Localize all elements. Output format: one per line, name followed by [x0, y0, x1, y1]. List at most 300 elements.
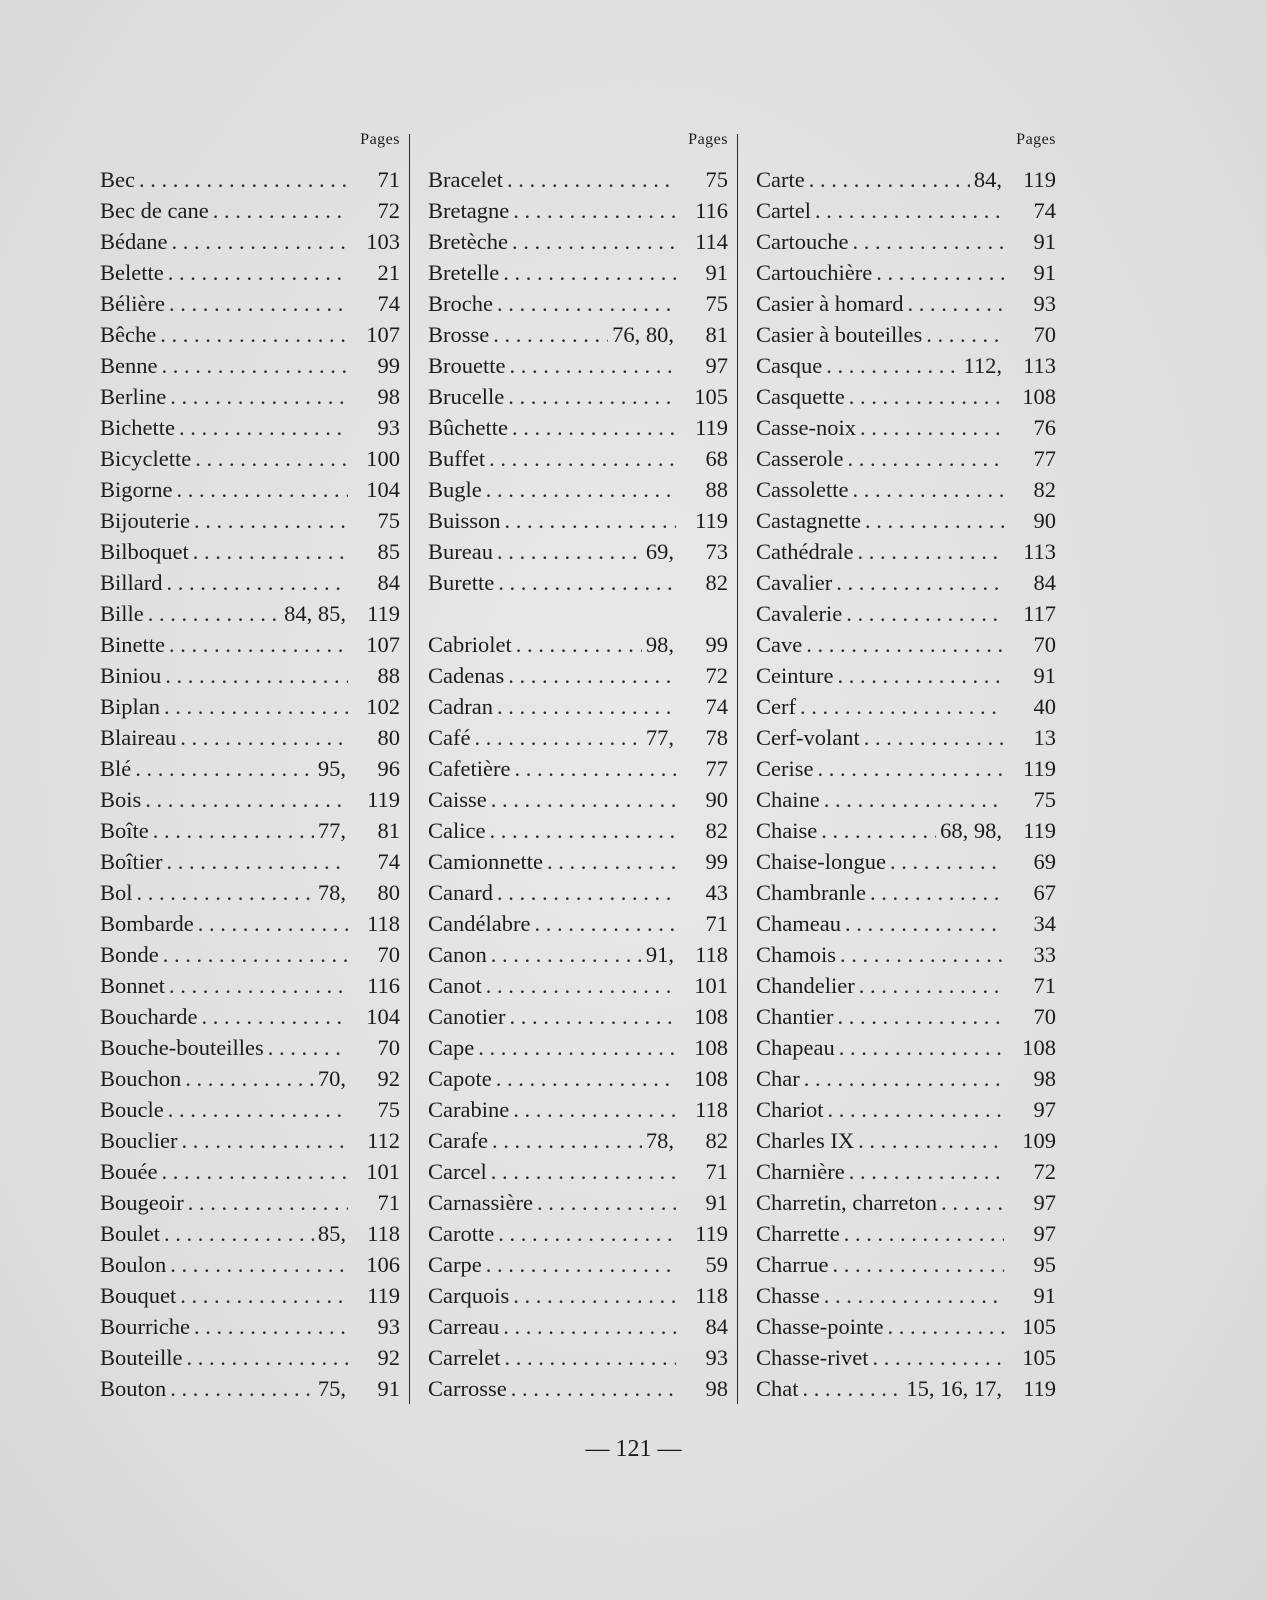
- entry-term: Bouche-bouteilles: [100, 1035, 264, 1060]
- entry-extra-pages: 75,: [317, 1376, 346, 1401]
- index-entry: [428, 753, 728, 784]
- column-divider: [737, 134, 738, 1404]
- entry-term: Chamois: [756, 942, 837, 967]
- entry-term: Bec de cane: [100, 198, 209, 223]
- entry-term: Bilboquet: [100, 539, 189, 564]
- index-entry: [428, 722, 728, 753]
- leader-dots: [839, 1032, 1004, 1063]
- entry-page: 91: [377, 1376, 400, 1401]
- leader-dots: [865, 505, 1004, 536]
- leader-dots: [491, 784, 676, 815]
- entry-page: 91: [1033, 260, 1056, 285]
- leader-dots: [852, 474, 1004, 505]
- entry-term: Charrette: [756, 1221, 840, 1246]
- index-entry: [100, 505, 400, 536]
- entry-page: 118: [695, 942, 728, 967]
- entry-term: Burette: [428, 570, 495, 595]
- leader-dots: [860, 412, 1004, 443]
- entry-page: 82: [705, 1128, 728, 1153]
- leader-dots: [177, 474, 349, 505]
- index-entry: [428, 784, 728, 815]
- entry-page: 74: [705, 694, 728, 719]
- entry-page: 119: [1023, 1376, 1056, 1401]
- leader-dots: [513, 195, 676, 226]
- entry-page: 85: [377, 539, 400, 564]
- entry-extra-pages: 95,: [317, 756, 346, 781]
- leader-dots: [497, 288, 676, 319]
- index-column-1: [100, 128, 400, 1404]
- entry-page: 75: [705, 167, 728, 192]
- entry-page: 97: [705, 353, 728, 378]
- entry-extra-pages: 77,: [645, 725, 674, 750]
- index-entry: [756, 443, 1056, 474]
- entry-page: 70: [1033, 322, 1056, 347]
- entry-page: 91: [1033, 663, 1056, 688]
- entry-extra-pages: 84,: [973, 167, 1002, 192]
- index-entry: [100, 1156, 400, 1187]
- entry-page: 43: [705, 880, 728, 905]
- leader-dots: [907, 288, 1004, 319]
- leader-dots: [846, 598, 1004, 629]
- entry-page: 13: [1033, 725, 1056, 750]
- leader-dots: [821, 815, 936, 846]
- entry-term: Bélière: [100, 291, 165, 316]
- index-entry: [756, 629, 1056, 660]
- leader-dots: [135, 753, 314, 784]
- entry-page: 74: [377, 849, 400, 874]
- entry-term: Chaine: [756, 787, 820, 812]
- entry-page: 108: [694, 1066, 728, 1091]
- index-entry: [428, 1156, 728, 1187]
- leader-dots: [163, 939, 348, 970]
- entry-extra-pages: 69,: [645, 539, 674, 564]
- index-entry: [428, 660, 728, 691]
- leader-dots: [198, 908, 348, 939]
- index-entry: [756, 1125, 1056, 1156]
- leader-dots: [497, 877, 676, 908]
- index-entry: [428, 319, 728, 350]
- leader-dots: [508, 660, 676, 691]
- leader-dots: [815, 195, 1004, 226]
- leader-dots: [170, 1249, 348, 1280]
- entry-term: Bretèche: [428, 229, 508, 254]
- leader-dots: [809, 164, 970, 195]
- index-entry: [100, 815, 400, 846]
- entry-term: Bonnet: [100, 973, 165, 998]
- entry-page: 82: [1033, 477, 1056, 502]
- entry-page: 81: [705, 322, 728, 347]
- entry-term: Brouette: [428, 353, 506, 378]
- index-entry: [756, 877, 1056, 908]
- index-entry: [428, 846, 728, 877]
- entry-page: 80: [377, 725, 400, 750]
- entry-page: 93: [377, 415, 400, 440]
- entry-term: Cabriolet: [428, 632, 512, 657]
- leader-dots: [165, 660, 348, 691]
- index-entry: [756, 536, 1056, 567]
- entry-page: 78: [705, 725, 728, 750]
- entry-extra-pages: 84, 85,: [284, 601, 346, 626]
- index-entry: [100, 846, 400, 877]
- leader-dots: [160, 319, 348, 350]
- entry-term: Broche: [428, 291, 493, 316]
- leader-dots: [859, 970, 1004, 1001]
- index-entry: [100, 1187, 400, 1218]
- entry-term: Boulon: [100, 1252, 167, 1277]
- leader-dots: [516, 629, 642, 660]
- entry-extra-pages: 15, 16, 17,: [906, 1376, 1002, 1401]
- entry-term: Cafetière: [428, 756, 511, 781]
- entry-extra-pages: 78,: [317, 880, 346, 905]
- index-entry: [756, 1373, 1056, 1404]
- entry-page: 71: [1033, 973, 1056, 998]
- entry-page: 113: [1023, 539, 1056, 564]
- entry-term: Chasse-rivet: [756, 1345, 869, 1370]
- entry-page: 93: [377, 1314, 400, 1339]
- entry-term: Berline: [100, 384, 167, 409]
- entry-term: Bicyclette: [100, 446, 192, 471]
- leader-dots: [486, 1249, 676, 1280]
- entry-term: Bougeoir: [100, 1190, 184, 1215]
- index-entry: [756, 598, 1056, 629]
- entry-page: 119: [695, 508, 728, 533]
- leader-dots: [180, 1280, 348, 1311]
- leader-dots: [804, 1063, 1004, 1094]
- index-entry: [100, 1125, 400, 1156]
- leader-dots: [890, 846, 1004, 877]
- leader-dots: [824, 784, 1004, 815]
- leader-dots: [195, 443, 348, 474]
- entry-page: 118: [695, 1097, 728, 1122]
- entry-page: 74: [1033, 198, 1056, 223]
- entry-term: Calice: [428, 818, 486, 843]
- leader-dots: [489, 443, 676, 474]
- leader-dots: [213, 195, 348, 226]
- entry-term: Chameau: [756, 911, 841, 936]
- entry-page: 71: [377, 1190, 400, 1215]
- index-entry: [100, 474, 400, 505]
- entry-term: Carquois: [428, 1283, 510, 1308]
- index-entry: [756, 660, 1056, 691]
- leader-dots: [505, 505, 676, 536]
- leader-dots: [171, 226, 348, 257]
- index-entry: [428, 691, 728, 722]
- entry-extra-pages: 85,: [317, 1221, 346, 1246]
- index-entry: [756, 1001, 1056, 1032]
- leader-dots: [474, 722, 641, 753]
- leader-dots: [840, 939, 1004, 970]
- entry-page: 82: [705, 818, 728, 843]
- entry-page: 91: [705, 260, 728, 285]
- entry-page: 96: [377, 756, 400, 781]
- index-entry: [428, 1063, 728, 1094]
- entry-page: 101: [694, 973, 728, 998]
- leader-dots: [864, 722, 1004, 753]
- entry-term: Chambranle: [756, 880, 866, 905]
- entry-term: Cathédrale: [756, 539, 854, 564]
- leader-dots: [170, 1373, 314, 1404]
- index-entry: [428, 1249, 728, 1280]
- leader-dots: [824, 1280, 1004, 1311]
- entry-page: 105: [1022, 1345, 1056, 1370]
- index-entry: [756, 970, 1056, 1001]
- entry-list: [428, 164, 728, 1404]
- index-entry: [100, 1249, 400, 1280]
- entry-page: 119: [367, 601, 400, 626]
- leader-dots: [491, 939, 642, 970]
- index-entry: [756, 195, 1056, 226]
- leader-dots: [168, 1094, 348, 1125]
- entry-page: 75: [377, 1097, 400, 1122]
- entry-list: [756, 164, 1056, 1404]
- entry-term: Carrosse: [428, 1376, 507, 1401]
- entry-page: 98: [1033, 1066, 1056, 1091]
- entry-page: 93: [1033, 291, 1056, 316]
- entry-term: Bureau: [428, 539, 493, 564]
- index-entry: [428, 1280, 728, 1311]
- entry-page: 98: [705, 1376, 728, 1401]
- index-entry: [756, 908, 1056, 939]
- index-entry: [428, 1094, 728, 1125]
- entry-page: 34: [1033, 911, 1056, 936]
- leader-dots: [181, 1125, 348, 1156]
- entry-term: Ceinture: [756, 663, 834, 688]
- index-entry: [428, 1125, 728, 1156]
- entry-page: 95: [1033, 1252, 1056, 1277]
- entry-term: Bourriche: [100, 1314, 190, 1339]
- entry-page: 33: [1033, 942, 1056, 967]
- index-entry: [428, 629, 728, 660]
- entry-term: Charnière: [756, 1159, 845, 1184]
- entry-term: Bille: [100, 601, 144, 626]
- leader-dots: [849, 381, 1004, 412]
- entry-term: Carreau: [428, 1314, 500, 1339]
- leader-dots: [137, 877, 314, 908]
- index-entry: [100, 660, 400, 691]
- entry-page: 90: [1033, 508, 1056, 533]
- entry-page: 88: [377, 663, 400, 688]
- index-entry: [100, 877, 400, 908]
- leader-dots: [145, 784, 348, 815]
- column-divider: [409, 134, 410, 1404]
- entry-page: 108: [1022, 1035, 1056, 1060]
- entry-term: Bouquet: [100, 1283, 177, 1308]
- entry-term: Bédane: [100, 229, 168, 254]
- entry-term: Cartouchière: [756, 260, 873, 285]
- leader-dots: [161, 350, 348, 381]
- entry-page: 118: [695, 1283, 728, 1308]
- leader-dots: [503, 257, 676, 288]
- index-entry: [100, 257, 400, 288]
- entry-page: 100: [366, 446, 400, 471]
- entry-term: Cassolette: [756, 477, 849, 502]
- index-entry: [428, 443, 728, 474]
- entry-term: Binette: [100, 632, 165, 657]
- index-entry: [100, 567, 400, 598]
- index-entry: [100, 629, 400, 660]
- entry-term: Canard: [428, 880, 493, 905]
- entry-page: 68: [705, 446, 728, 471]
- entry-page: 73: [705, 539, 728, 564]
- entry-extra-pages: 78,: [645, 1128, 674, 1153]
- entry-term: Casier à homard: [756, 291, 904, 316]
- entry-page: 107: [366, 322, 400, 347]
- entry-term: Boîtier: [100, 849, 163, 874]
- entry-term: Brucelle: [428, 384, 505, 409]
- index-entry: [756, 288, 1056, 319]
- entry-page: 71: [705, 911, 728, 936]
- entry-page: 118: [367, 911, 400, 936]
- index-entry: [756, 319, 1056, 350]
- index-entry: [756, 753, 1056, 784]
- entry-extra-pages: 112,: [963, 353, 1002, 378]
- index-entry: [756, 815, 1056, 846]
- entry-page: 74: [377, 291, 400, 316]
- index-entry: [428, 908, 728, 939]
- leader-dots: [876, 257, 1004, 288]
- entry-term: Boîte: [100, 818, 149, 843]
- entry-term: Capote: [428, 1066, 492, 1091]
- index-entry: [756, 691, 1056, 722]
- entry-term: Cadran: [428, 694, 493, 719]
- entry-page: 114: [695, 229, 728, 254]
- entry-page: 108: [694, 1035, 728, 1060]
- entry-page: 105: [694, 384, 728, 409]
- entry-page: 72: [377, 198, 400, 223]
- index-entry: [428, 226, 728, 257]
- leader-dots: [161, 1156, 348, 1187]
- entry-page: 71: [705, 1159, 728, 1184]
- entry-page: 93: [705, 1345, 728, 1370]
- entry-term: Bois: [100, 787, 142, 812]
- entry-page: 97: [1033, 1190, 1056, 1215]
- leader-dots: [139, 164, 348, 195]
- index-entry: [428, 1342, 728, 1373]
- entry-page: 112: [367, 1128, 400, 1153]
- index-entry: [100, 722, 400, 753]
- index-entry: [756, 1249, 1056, 1280]
- index-entry: [100, 1373, 400, 1404]
- leader-dots: [498, 567, 676, 598]
- entry-term: Cerf-volant: [756, 725, 860, 750]
- entry-page: 119: [695, 415, 728, 440]
- leader-dots: [194, 505, 348, 536]
- index-entry: [100, 288, 400, 319]
- index-entry: [100, 1094, 400, 1125]
- entry-page: 91: [1033, 229, 1056, 254]
- index-entry: [100, 1218, 400, 1249]
- entry-term: Benne: [100, 353, 158, 378]
- leader-dots: [180, 722, 348, 753]
- entry-page: 81: [377, 818, 400, 843]
- entry-page: 119: [695, 1221, 728, 1246]
- leader-dots: [512, 412, 676, 443]
- entry-term: Carpe: [428, 1252, 482, 1277]
- entry-page: 80: [377, 880, 400, 905]
- leader-dots: [817, 753, 1004, 784]
- entry-term: Bouée: [100, 1159, 158, 1184]
- entry-page: 97: [1033, 1221, 1056, 1246]
- entry-page: 69: [1033, 849, 1056, 874]
- entry-term: Carte: [756, 167, 805, 192]
- entry-term: Char: [756, 1066, 800, 1091]
- index-entry: [756, 1311, 1056, 1342]
- index-entry: [756, 226, 1056, 257]
- leader-dots: [887, 1311, 1004, 1342]
- leader-dots: [828, 1094, 1005, 1125]
- leader-dots: [504, 1342, 676, 1373]
- entry-page: 107: [366, 632, 400, 657]
- entry-term: Cartouche: [756, 229, 849, 254]
- entry-term: Bol: [100, 880, 133, 905]
- leader-dots: [511, 1373, 676, 1404]
- index-entry: [100, 1342, 400, 1373]
- index-entry: [756, 505, 1056, 536]
- entry-page: 109: [1022, 1128, 1056, 1153]
- entry-term: Biniou: [100, 663, 162, 688]
- index-entry: [756, 784, 1056, 815]
- leader-dots: [193, 536, 348, 567]
- entry-term: Cavalier: [756, 570, 833, 595]
- leader-dots: [509, 350, 676, 381]
- index-entry: [428, 536, 728, 567]
- entry-term: Boulet: [100, 1221, 160, 1246]
- entry-term: Charretin, charreton: [756, 1190, 938, 1215]
- index-entry: [756, 1187, 1056, 1218]
- entry-page: 104: [366, 1004, 400, 1029]
- entry-page: 84: [377, 570, 400, 595]
- entry-term: Boucle: [100, 1097, 164, 1122]
- entry-page: 104: [366, 477, 400, 502]
- index-entry: [100, 381, 400, 412]
- leader-dots: [167, 846, 349, 877]
- index-entry: [756, 1094, 1056, 1125]
- leader-dots: [167, 567, 349, 598]
- index-entry: [428, 877, 728, 908]
- entry-term: Blé: [100, 756, 132, 781]
- entry-term: Cerise: [756, 756, 814, 781]
- index-entry: [100, 226, 400, 257]
- entry-term: Biplan: [100, 694, 160, 719]
- entry-extra-pages: 91,: [645, 942, 674, 967]
- entry-page: 77: [1033, 446, 1056, 471]
- entry-extra-pages: 76, 80,: [612, 322, 674, 347]
- entry-term: Chaise: [756, 818, 818, 843]
- index-column-3: [756, 128, 1056, 1404]
- leader-dots: [164, 1218, 314, 1249]
- entry-term: Bûchette: [428, 415, 508, 440]
- entry-extra-pages: 70,: [317, 1066, 346, 1091]
- leader-dots: [836, 567, 1004, 598]
- leader-dots: [179, 412, 348, 443]
- entry-page: 77: [705, 756, 728, 781]
- index-entry: [756, 939, 1056, 970]
- index-entry: [756, 381, 1056, 412]
- leader-dots: [497, 691, 676, 722]
- entry-page: 70: [377, 1035, 400, 1060]
- leader-dots: [498, 1218, 676, 1249]
- leader-dots: [509, 1001, 676, 1032]
- entry-term: Bretelle: [428, 260, 500, 285]
- leader-dots: [513, 1280, 676, 1311]
- entry-term: Brosse: [428, 322, 490, 347]
- index-entry: [100, 1063, 400, 1094]
- entry-page: 72: [1033, 1159, 1056, 1184]
- entry-page: 99: [705, 632, 728, 657]
- leader-dots: [514, 753, 676, 784]
- entry-term: Cavalerie: [756, 601, 843, 626]
- entry-page: 102: [366, 694, 400, 719]
